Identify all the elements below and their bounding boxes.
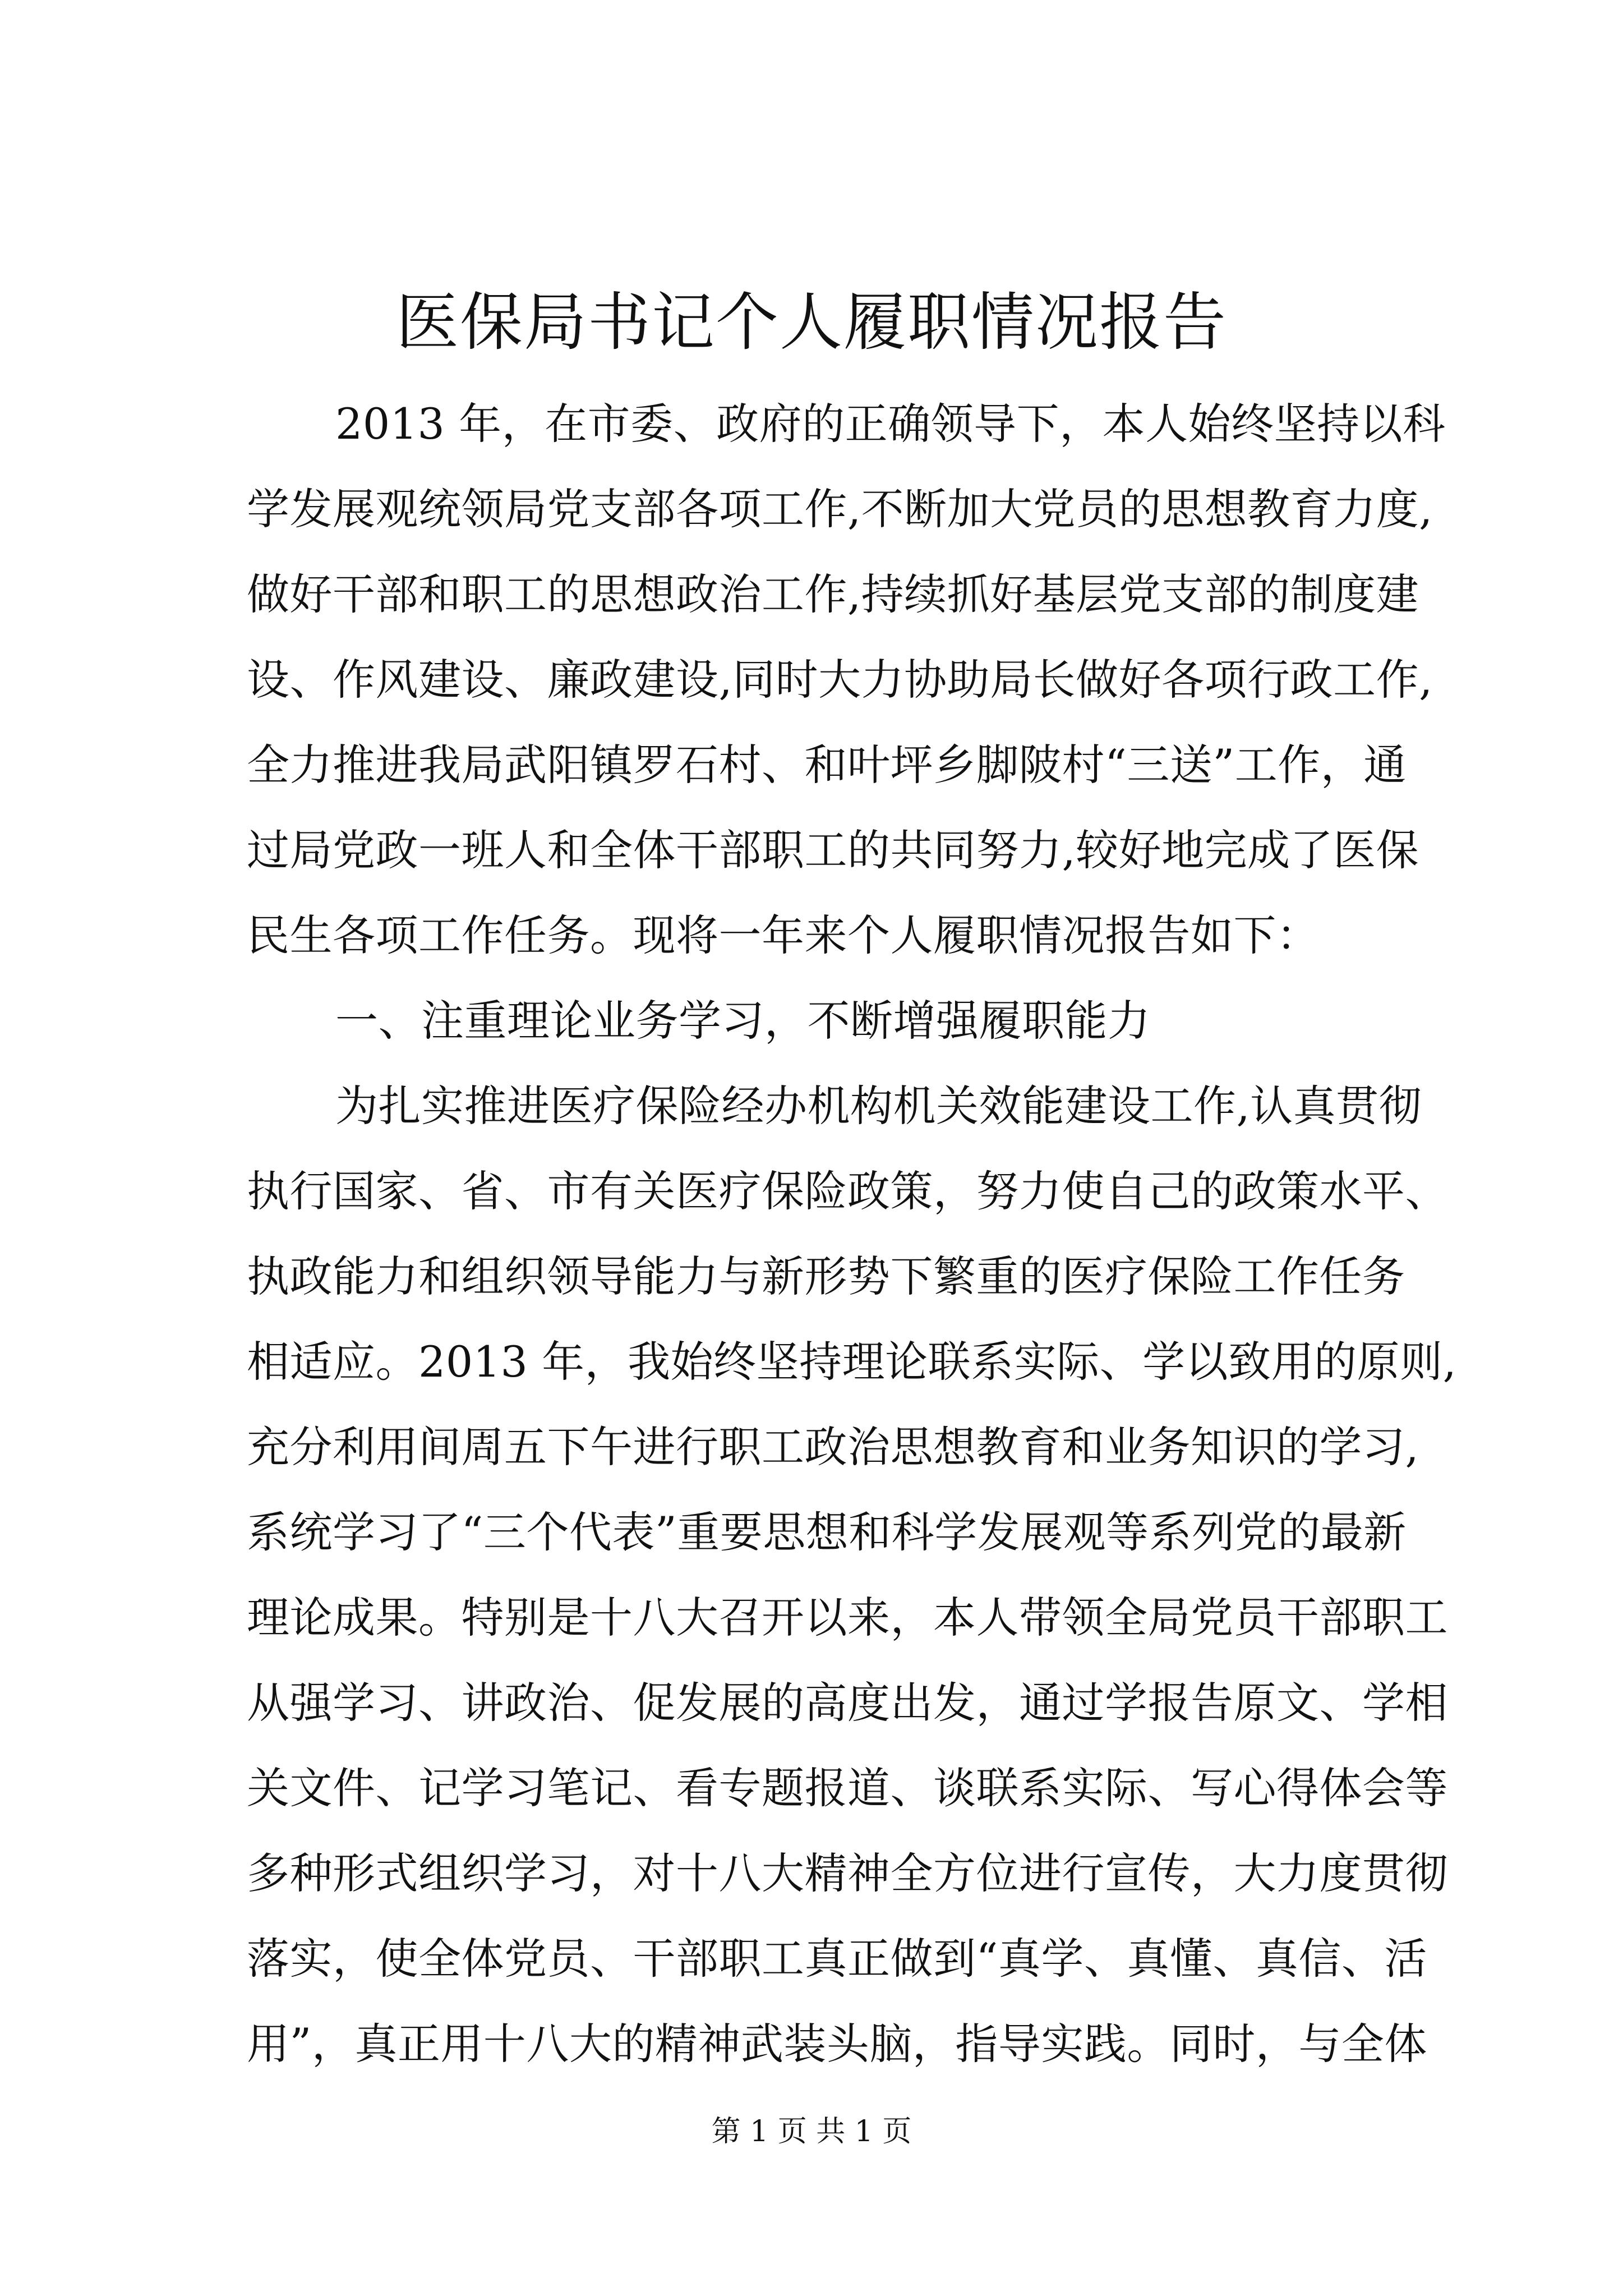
body-line: 相适应。2013 年，我始终坚持理论联系实际、学以致用的原则,	[247, 1337, 1457, 1387]
body-line: 执政能力和组织领导能力与新形势下繁重的医疗保险工作任务	[247, 1251, 1405, 1301]
body-line: 做好干部和职工的思想政治工作,持续抓好基层党支部的制度建	[247, 569, 1419, 619]
body-line: 系统学习了“三个代表”重要思想和科学发展观等系列党的最新	[247, 1507, 1407, 1557]
body-line: 民生各项工作任务。现将一年来个人履职情况报告如下：	[247, 910, 1320, 960]
body-line: 过局党政一班人和全体干部职工的共同努力,较好地完成了医保	[247, 825, 1419, 875]
document-title: 医保局书记个人履职情况报告	[396, 286, 1227, 359]
body-line: 用”，真正用十八大的精神武装头脑，指导实践。同时，与全体	[247, 2019, 1427, 2069]
body-line: 学发展观统领局党支部各项工作,不断加大党员的思想教育力度,	[247, 484, 1433, 534]
body-line: 充分利用间周五下午进行职工政治思想教育和业务知识的学习,	[247, 1422, 1419, 1472]
body-line: 多种形式组织学习，对十八大精神全方位进行宣传，大力度贯彻	[247, 1848, 1448, 1898]
body-line: 全力推进我局武阳镇罗石村、和叶坪乡脚陂村“三送”工作，通	[247, 740, 1407, 790]
body-line: 为扎实推进医疗保险经办机构机关效能建设工作,认真贯彻	[335, 1081, 1422, 1131]
body-line: 落实，使全体党员、干部职工真正做到“真学、真懂、真信、活	[247, 1934, 1427, 1984]
body-line: 从强学习、讲政治、促发展的高度出发，通过学报告原文、学相	[247, 1678, 1448, 1728]
section-heading: 一、注重理论业务学习，不断增强履职能力	[335, 996, 1151, 1046]
body-line: 2013 年，在市委、政府的正确领导下，本人始终坚持以科	[335, 399, 1446, 449]
body-line: 理论成果。特别是十八大召开以来，本人带领全局党员干部职工	[247, 1593, 1448, 1642]
body-line: 设、作风建设、廉政建设,同时大力协助局长做好各项行政工作,	[247, 655, 1433, 705]
document-body	[247, 381, 1457, 2087]
body-line: 关文件、记学习笔记、看专题报道、谈联系实际、写心得体会等	[247, 1763, 1448, 1813]
page-footer: 第 1 页 共 1 页	[711, 2115, 912, 2148]
body-line: 执行国家、省、市有关医疗保险政策，努力使自己的政策水平、	[247, 1166, 1448, 1216]
